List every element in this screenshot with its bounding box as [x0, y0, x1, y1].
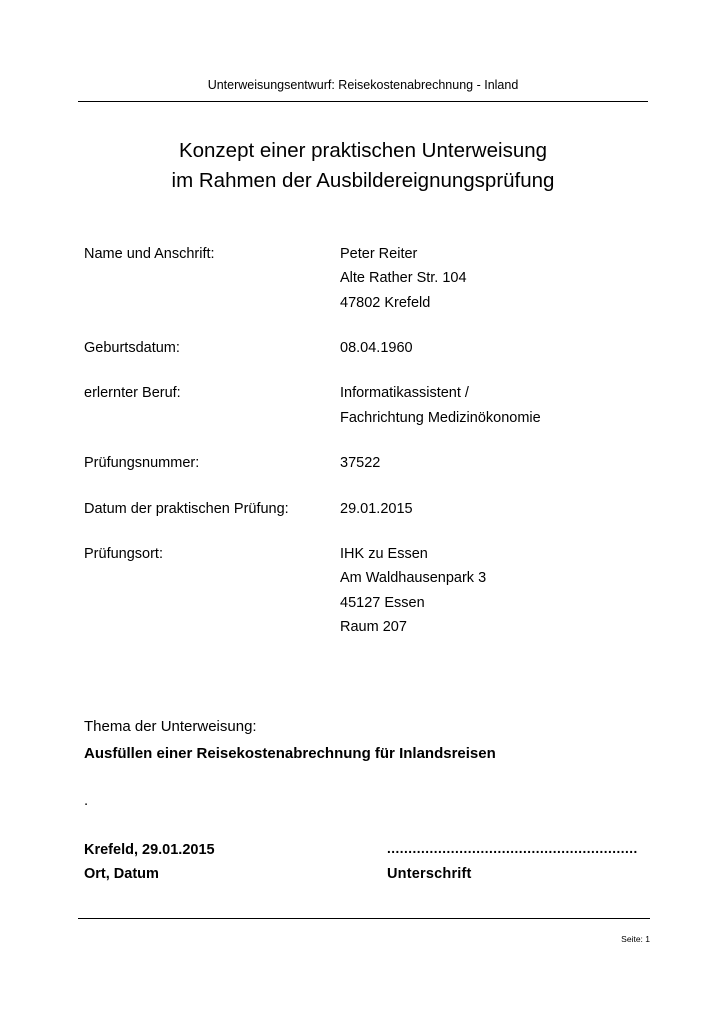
- info-label: Prüfungsnummer:: [84, 455, 200, 472]
- info-row: [84, 542, 654, 639]
- footer-divider: [78, 918, 650, 919]
- info-label: Name und Anschrift:: [84, 246, 215, 262]
- info-value: [340, 381, 654, 430]
- signature-block: [84, 838, 664, 886]
- title-line-2: im Rahmen der Ausbildereignungsprüfung: [171, 168, 555, 192]
- topic-block: [84, 714, 664, 767]
- info-label: Geburtsdatum:: [84, 340, 180, 357]
- info-value: [340, 242, 654, 315]
- signature-caption: Unterschrift: [387, 866, 472, 883]
- page-header: [78, 78, 648, 102]
- info-row: [84, 336, 654, 360]
- info-row: [84, 381, 654, 430]
- header-title: Unterweisungsentwurf: Reisekostenabrechnung - Inland: [207, 78, 519, 92]
- title-line-1: Konzept einer praktischen Unterweisung: [178, 139, 548, 162]
- info-value: [340, 542, 654, 639]
- info-value-line: 45127 Essen: [340, 594, 425, 611]
- place-date-caption: Ort, Datum: [84, 866, 159, 883]
- place-date-value: Krefeld, 29.01.2015: [84, 842, 215, 858]
- topic-value: Ausfüllen einer Reisekostenabrechnung für Inlandsreisen: [84, 744, 496, 762]
- info-value-line: Am Waldhausenpark 3: [340, 570, 487, 587]
- info-row: [84, 497, 654, 521]
- signature-row-values: [84, 838, 664, 862]
- info-label: Prüfungsort:: [84, 545, 163, 562]
- info-value-line: Alte Rather Str. 104: [340, 270, 467, 287]
- header-divider: [78, 101, 648, 102]
- info-value-line: Fachrichtung Medizinökonomie: [340, 409, 541, 426]
- info-value-line: 37522: [340, 455, 381, 472]
- info-row: [84, 451, 654, 475]
- info-value-line: Peter Reiter: [340, 246, 418, 262]
- info-value-line: Raum 207: [340, 618, 407, 635]
- info-row: [84, 242, 654, 315]
- topic-label: Thema der Unterweisung:: [84, 718, 257, 735]
- signature-line: ...........................................................: [387, 841, 638, 856]
- info-label: erlernter Beruf:: [84, 385, 181, 402]
- info-value: [340, 451, 654, 475]
- page-number: Seite: 1: [621, 934, 650, 944]
- signature-row-captions: [84, 862, 664, 886]
- info-value: [340, 497, 654, 521]
- paragraph-dot: .: [84, 792, 89, 809]
- page-title: [78, 136, 648, 195]
- info-label: Datum der praktischen Prüfung:: [84, 500, 289, 517]
- info-value-line: 47802 Krefeld: [340, 294, 431, 311]
- info-value: [340, 336, 654, 360]
- info-value-line: IHK zu Essen: [340, 545, 428, 562]
- info-table: [84, 242, 654, 660]
- info-value-line: 29.01.2015: [340, 500, 413, 517]
- info-value-line: Informatikassistent /: [340, 385, 469, 402]
- info-value-line: 08.04.1960: [340, 340, 413, 357]
